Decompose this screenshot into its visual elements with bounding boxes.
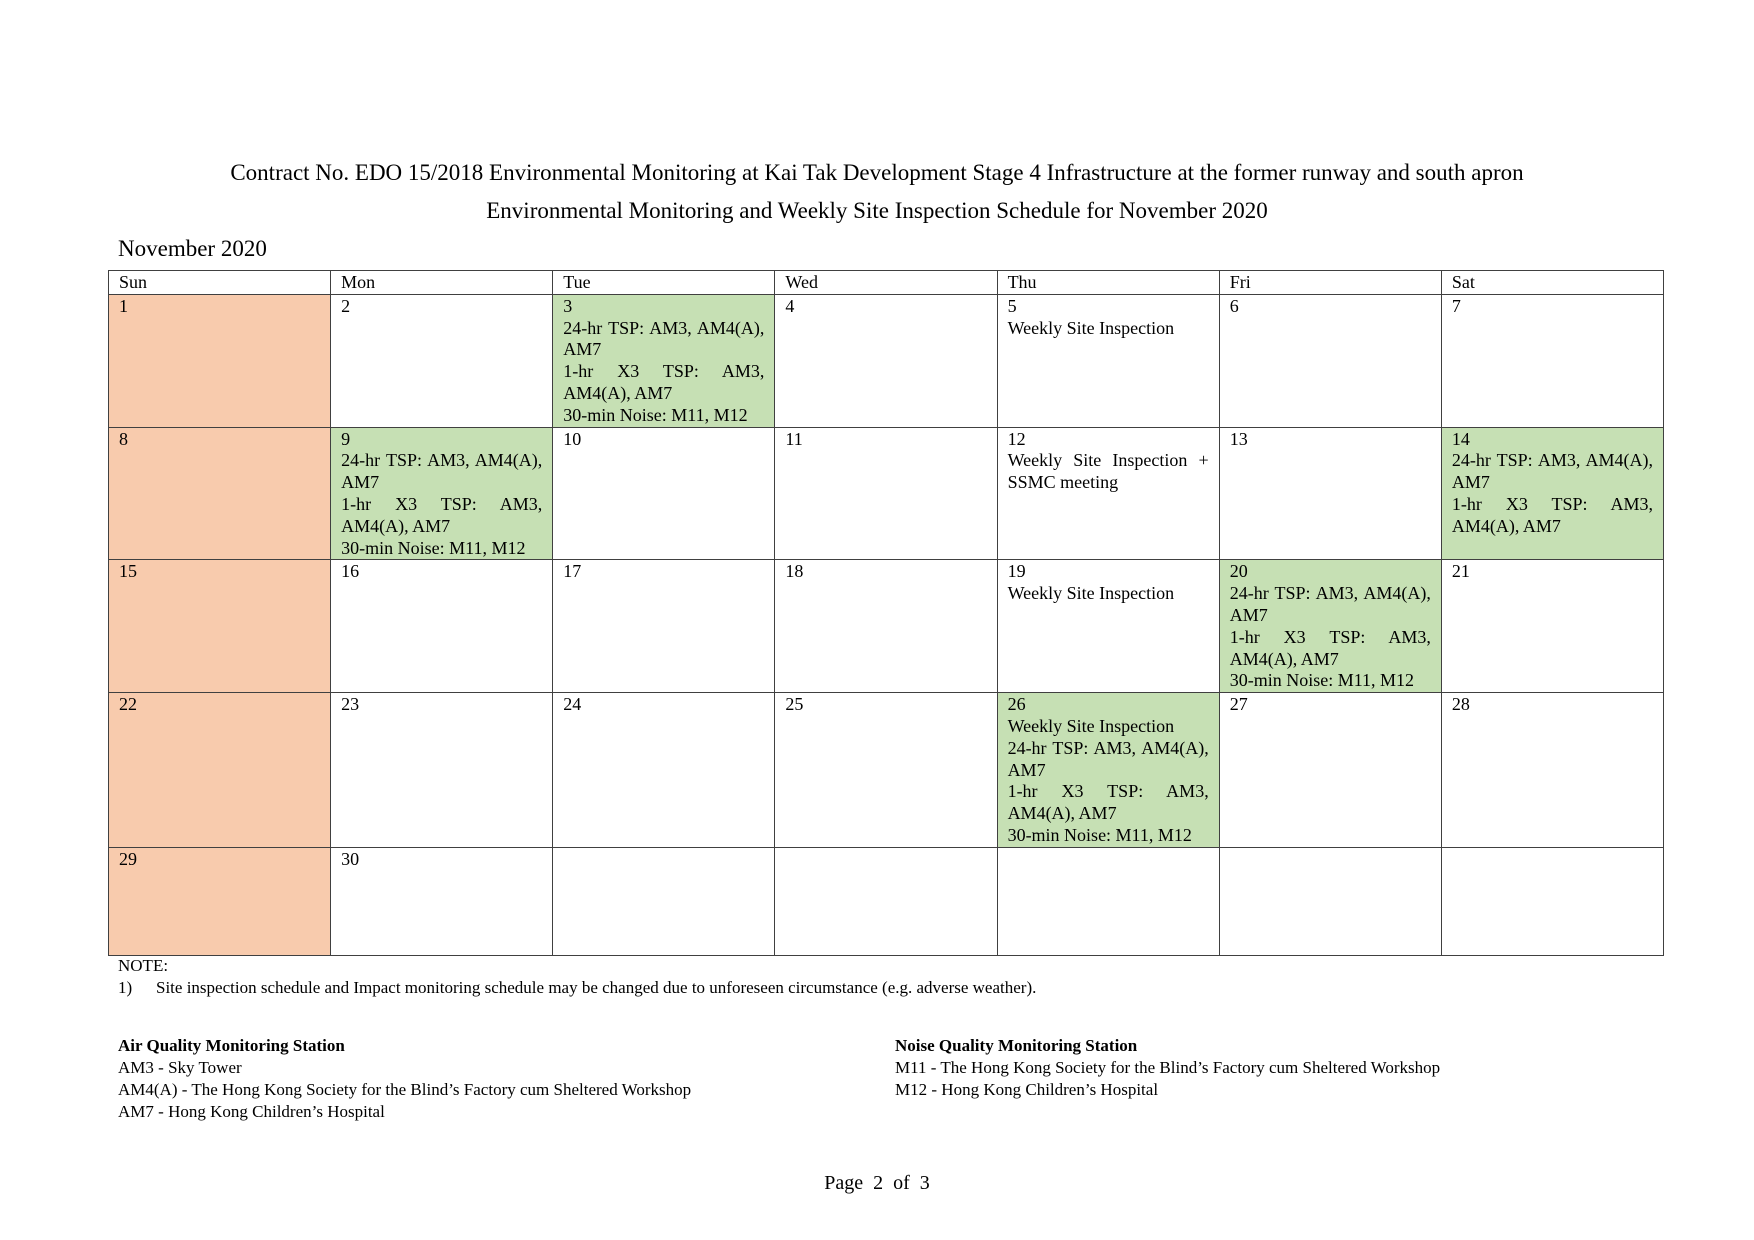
day-number: 11 — [785, 428, 803, 449]
schedule-entry: 30-min Noise: M11, M12 — [1229, 670, 1415, 691]
air-station-heading: Air Quality Monitoring Station — [118, 1036, 345, 1055]
page-label: Page — [824, 1172, 864, 1194]
station-code: AM3 — [118, 1058, 154, 1077]
station-code: M11 — [895, 1058, 927, 1077]
calendar-day-cell — [1441, 693, 1663, 848]
calendar-day-cell — [553, 847, 775, 955]
schedule-entry: 1-hr X3 TSP: AM3, AM4(A), AM7 — [1229, 626, 1431, 669]
day-number: 1 — [119, 295, 128, 316]
schedule-entry: Weekly Site Inspection + SSMC meeting — [1007, 450, 1209, 493]
day-number: 18 — [785, 561, 804, 582]
day-number: 14 — [1451, 428, 1470, 449]
calendar-day-cell — [775, 560, 997, 693]
schedule-entry: Weekly Site Inspection — [1007, 583, 1175, 604]
weekday-header: Sat — [1441, 271, 1663, 295]
day-number: 28 — [1451, 694, 1470, 715]
calendar-day-cell — [553, 560, 775, 693]
day-number: 13 — [1229, 428, 1248, 449]
calendar-day-cell — [109, 294, 331, 427]
calendar-day-cell — [1441, 560, 1663, 693]
calendar-week-row — [109, 693, 1664, 848]
day-number: 30 — [341, 848, 360, 869]
note-text: Site inspection schedule and Impact monitoring schedule may be changed due to unforeseen circumstance (e.g. adverse weather). — [156, 978, 1037, 997]
station-name: Hong Kong Children’s Hospital — [941, 1080, 1159, 1099]
calendar-day-cell — [775, 693, 997, 848]
day-number: 12 — [1007, 428, 1026, 449]
station-code: AM7 — [118, 1102, 154, 1121]
schedule-entry: 1-hr X3 TSP: AM3, AM4(A), AM7 — [563, 361, 765, 403]
schedule-entry: 30-min Noise: M11, M12 — [1007, 824, 1192, 845]
note-number: 1) — [118, 978, 133, 997]
day-number: 22 — [119, 694, 137, 715]
day-number: 10 — [563, 428, 582, 449]
noise-station-heading: Noise Quality Monitoring Station — [895, 1036, 1138, 1055]
noise-station-item: M12 - Hong Kong Children’s Hospital — [895, 1080, 1159, 1099]
day-number: 26 — [1007, 694, 1026, 715]
day-number: 3 — [563, 295, 573, 316]
day-number: 15 — [119, 561, 137, 582]
calendar-day-cell — [1219, 427, 1441, 560]
day-number: 16 — [341, 561, 360, 582]
day-number: 17 — [563, 561, 582, 582]
calendar-day-cell — [109, 560, 331, 693]
calendar-day-cell — [1441, 294, 1663, 427]
calendar-week-row — [109, 294, 1664, 427]
noise-station-legend — [895, 1035, 1440, 1101]
note-item — [118, 977, 1036, 999]
calendar-day-cell — [997, 427, 1219, 560]
month-label: November 2020 — [118, 236, 267, 261]
day-number: 24 — [563, 694, 582, 715]
schedule-entry: 24-hr TSP: AM3, AM4(A), AM7 — [563, 317, 765, 360]
calendar-day-cell — [331, 427, 553, 560]
day-number: 27 — [1229, 694, 1248, 715]
day-number: 8 — [119, 428, 128, 449]
document-subtitle: Environmental Monitoring and Weekly Site Inspection Schedule for November 2020 — [486, 198, 1268, 223]
weekday-header-row — [109, 271, 1664, 295]
page-of-label: of — [893, 1172, 910, 1194]
calendar-day-cell — [109, 427, 331, 560]
air-station-item: AM4(A) - The Hong Kong Society for the Blind’s Factory cum Sheltered Workshop — [118, 1080, 692, 1099]
station-code: AM4(A) — [118, 1080, 178, 1099]
weekday-header: Fri — [1219, 271, 1441, 295]
document-title: Contract No. EDO 15/2018 Environmental Monitoring at Kai Tak Development Stage 4 Infrastructure at the former runway and south apron — [230, 160, 1524, 185]
weekday-header: Thu — [997, 271, 1219, 295]
schedule-entry: 24-hr TSP: AM3, AM4(A), AM7 — [341, 450, 543, 493]
noise-station-item: M11 - The Hong Kong Society for the Blind’s Factory cum Sheltered Workshop — [895, 1058, 1441, 1077]
calendar-day-cell — [1219, 294, 1441, 427]
calendar-day-cell — [331, 560, 553, 693]
note-heading: NOTE: — [118, 956, 169, 975]
calendar-day-cell — [997, 294, 1219, 427]
schedule-entry: 30-min Noise: M11, M12 — [341, 537, 526, 558]
schedule-entry: 1-hr X3 TSP: AM3, AM4(A), AM7 — [1007, 781, 1209, 824]
calendar-week-row — [109, 427, 1664, 560]
calendar-day-cell — [109, 693, 331, 848]
air-station-item: AM7 - Hong Kong Children’s Hospital — [118, 1102, 385, 1121]
calendar-body — [109, 294, 1664, 955]
day-number: 2 — [341, 295, 351, 316]
air-station-legend — [118, 1035, 691, 1123]
calendar-day-cell — [775, 427, 997, 560]
day-number: 7 — [1451, 295, 1461, 316]
calendar-day-cell — [1441, 847, 1663, 955]
schedule-entry: 1-hr X3 TSP: AM3, AM4(A), AM7 — [1451, 493, 1653, 536]
weekday-header: Tue — [553, 271, 775, 295]
day-number: 23 — [341, 694, 360, 715]
calendar-day-cell — [997, 560, 1219, 693]
calendar-day-cell — [331, 294, 553, 427]
calendar-day-cell — [1441, 427, 1663, 560]
station-name: Sky Tower — [168, 1058, 242, 1077]
page-total: 3 — [919, 1172, 930, 1194]
calendar-day-cell — [553, 693, 775, 848]
calendar-day-cell — [1219, 693, 1441, 848]
schedule-entry: 1-hr X3 TSP: AM3, AM4(A), AM7 — [341, 493, 543, 536]
weekday-header: Mon — [331, 271, 553, 295]
schedule-entry: 24-hr TSP: AM3, AM4(A), AM7 — [1451, 450, 1653, 493]
day-number: 25 — [785, 694, 804, 715]
calendar-day-cell — [553, 294, 775, 427]
station-code: M12 — [895, 1080, 928, 1099]
schedule-entry: 24-hr TSP: AM3, AM4(A), AM7 — [1007, 737, 1209, 780]
schedule-entry: Weekly Site Inspection — [1007, 317, 1175, 338]
weekday-header: Wed — [775, 271, 997, 295]
schedule-entry: 24-hr TSP: AM3, AM4(A), AM7 — [1229, 583, 1431, 625]
calendar-day-cell — [997, 847, 1219, 955]
day-number: 21 — [1451, 561, 1470, 582]
note-section — [118, 955, 1036, 999]
page-number — [0, 1172, 1754, 1195]
calendar-week-row — [109, 560, 1664, 693]
calendar-day-cell — [997, 693, 1219, 848]
station-name: The Hong Kong Society for the Blind’s Factory cum Sheltered Workshop — [191, 1080, 692, 1099]
calendar-day-cell — [331, 693, 553, 848]
calendar-day-cell — [331, 847, 553, 955]
weekday-header: Sun — [109, 271, 331, 295]
calendar-day-cell — [775, 294, 997, 427]
station-name: Hong Kong Children’s Hospital — [168, 1102, 385, 1121]
day-number: 4 — [785, 295, 795, 316]
calendar-day-cell — [1219, 560, 1441, 693]
calendar-day-cell — [553, 427, 775, 560]
schedule-entry: Weekly Site Inspection — [1007, 715, 1175, 736]
day-number: 19 — [1007, 561, 1026, 582]
day-number: 9 — [341, 428, 351, 449]
day-number: 29 — [119, 848, 137, 869]
calendar-day-cell — [775, 847, 997, 955]
air-station-item: AM3 - Sky Tower — [118, 1058, 242, 1077]
calendar-day-cell — [1219, 847, 1441, 955]
schedule-entry: 30-min Noise: M11, M12 — [563, 404, 748, 425]
calendar-week-row — [109, 847, 1664, 955]
day-number: 5 — [1007, 295, 1017, 316]
day-number: 20 — [1229, 561, 1248, 582]
page-current: 2 — [873, 1172, 884, 1194]
calendar-table — [108, 270, 1664, 956]
day-number: 6 — [1229, 295, 1239, 316]
calendar-day-cell — [109, 847, 331, 955]
station-name: The Hong Kong Society for the Blind’s Factory cum Sheltered Workshop — [940, 1058, 1441, 1077]
